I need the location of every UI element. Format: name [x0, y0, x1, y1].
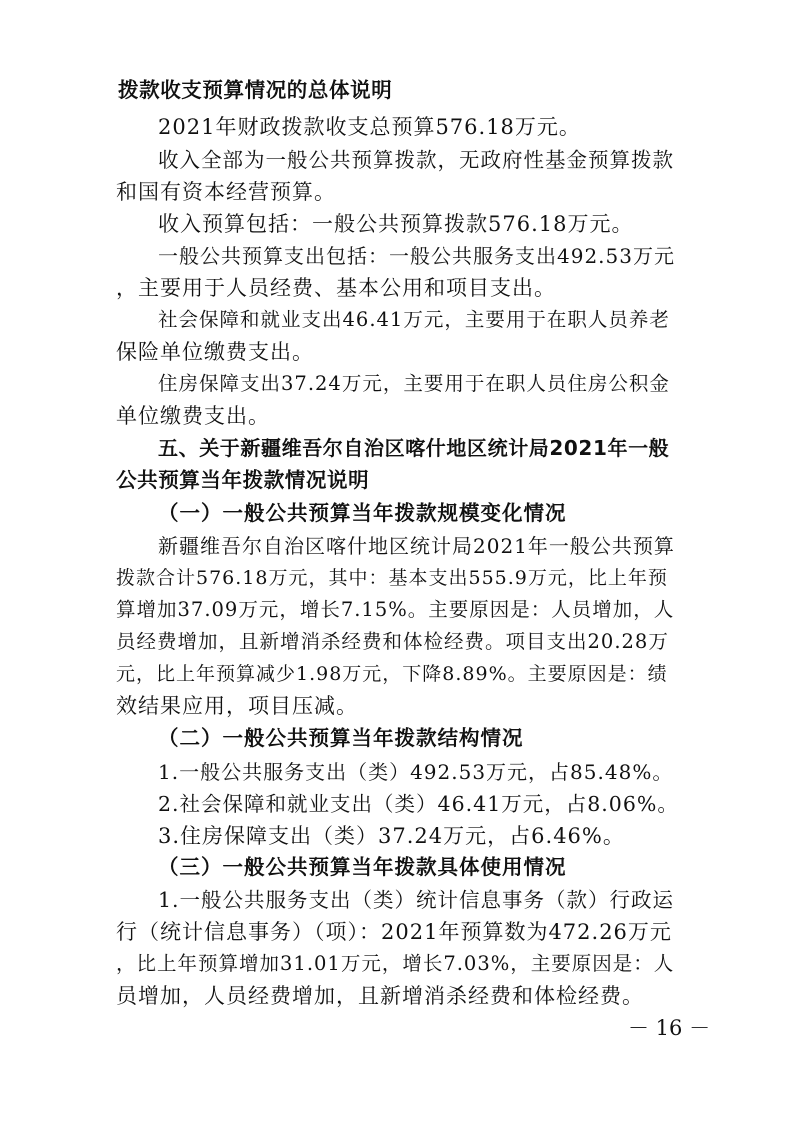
paragraph-line: 1.一般公共服务支出（类）统计信息事务（款）行政运 — [158, 888, 675, 912]
subsection-heading-three: （三）一般公共预算当年拨款具体使用情况 — [158, 855, 567, 879]
paragraph-line: 2021年财政拨款收支总预算576.18万元。 — [158, 115, 581, 139]
list-item: 2.社会保障和就业支出（类）46.41万元，占8.06%。 — [158, 792, 679, 816]
paragraph-line: 和国有资本经营预算。 — [116, 180, 336, 204]
paragraph-line: 员增加，人员经费增加，且新增消杀经费和体检经费。 — [116, 984, 644, 1008]
section-heading-overall-budget: 拨款收支预算情况的总体说明 — [118, 78, 393, 102]
paragraph-line: 收入预算包括：一般公共预算拨款576.18万元。 — [158, 212, 634, 236]
paragraph-line: 住房保障支出37.24万元，主要用于在职人员住房公积金 — [158, 372, 670, 395]
list-item: 3.住房保障支出（类）37.24万元，占6.46%。 — [158, 824, 625, 848]
paragraph-line: 算增加37.09万元，增长7.15%。主要原因是：人员增加，人 — [116, 598, 675, 621]
subsection-heading-one: （一）一般公共预算当年拨款规模变化情况 — [158, 501, 567, 525]
paragraph-line: 单位缴费支出。 — [116, 404, 270, 428]
section-heading-five: 五、关于新疆维吾尔自治区喀什地区统计局2021年一般 — [158, 436, 670, 460]
paragraph-line: 员经费增加，且新增消杀经费和体检经费。项目支出20.28万 — [116, 630, 669, 653]
paragraph-line: 拨款合计576.18万元，其中：基本支出555.9万元，比上年预 — [116, 567, 668, 589]
paragraph-line: 效结果应用，项目压减。 — [116, 694, 358, 718]
list-item: 1.一般公共服务支出（类）492.53万元，占85.48%。 — [158, 760, 674, 784]
paragraph-line: 新疆维吾尔自治区喀什地区统计局2021年一般公共预算 — [158, 534, 675, 558]
section-heading-five-continued: 公共预算当年拨款情况说明 — [116, 468, 370, 492]
paragraph-line: 收入全部为一般公共预算拨款，无政府性基金预算拨款 — [158, 148, 674, 172]
paragraph-line: 社会保障和就业支出46.41万元，主要用于在职人员养老 — [158, 308, 670, 331]
paragraph-line: ，主要用于人员经费、基本公用和项目支出。 — [116, 276, 556, 300]
subsection-heading-two: （二）一般公共预算当年拨款结构情况 — [158, 726, 524, 750]
paragraph-line: 行（统计信息事务）（项）：2021年预算数为472.26万元 — [116, 920, 672, 944]
page-number: － 16 － — [628, 1016, 711, 1040]
paragraph-line: 一般公共预算支出包括：一般公共服务支出492.53万元 — [158, 244, 675, 268]
paragraph-line: ，比上年预算增加31.01万元，增长7.03%，主要原因是：人 — [116, 952, 675, 975]
paragraph-line: 元，比上年预算减少1.98万元，下降8.89%。主要原因是：绩 — [116, 663, 668, 685]
paragraph-line: 保险单位缴费支出。 — [116, 340, 314, 364]
